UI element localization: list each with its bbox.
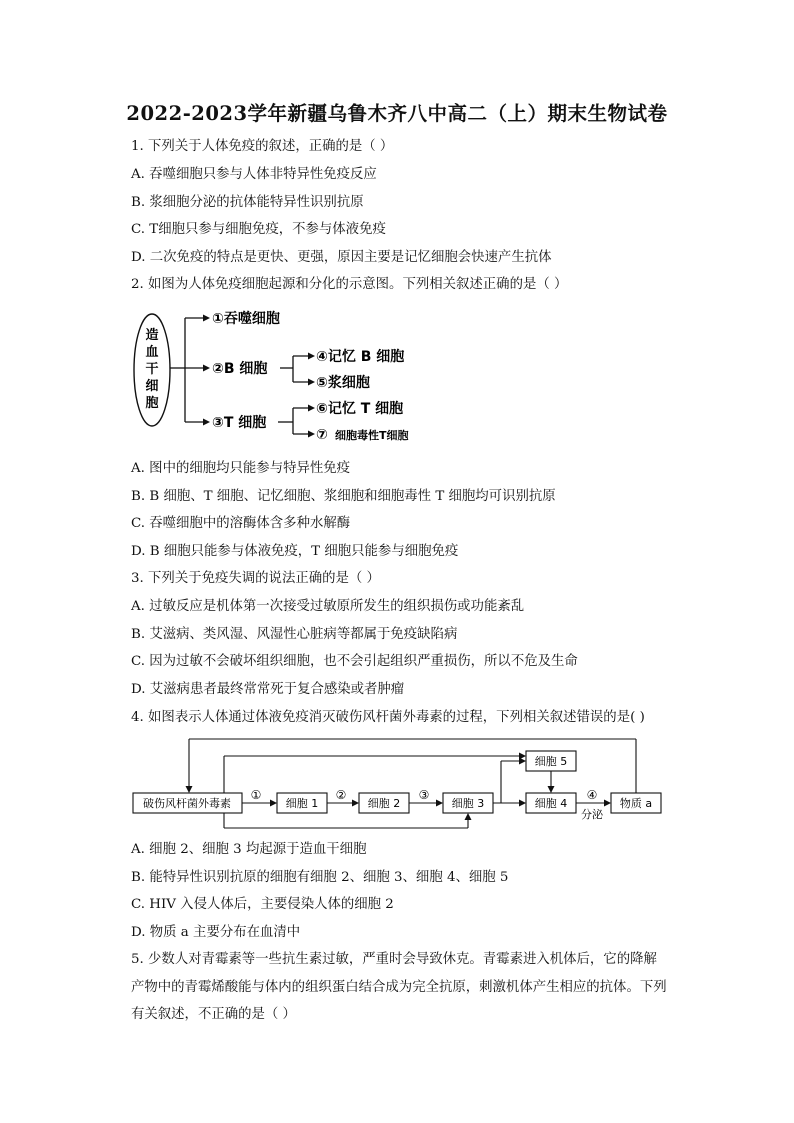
- stem-cell-char-3: 干: [145, 362, 159, 377]
- question-2-option-d: D. B 细胞只能参与体液免疫，T 细胞只能参与细胞免疫: [131, 544, 459, 559]
- node-t-cell: ③T 细胞: [212, 415, 267, 431]
- question-2-option-c: C. 吞噬细胞中的溶酶体含多种水解酶: [131, 516, 351, 531]
- question-3-option-a: A. 过敏反应是机体第一次接受过敏原所发生的组织损伤或功能紊乱: [131, 599, 525, 614]
- question-4-option-c: C. HIV 入侵人体后，主要侵染人体的细胞 2: [131, 897, 394, 912]
- question-4-option-a: A. 细胞 2、细胞 3 均起源于造血干细胞: [131, 842, 367, 857]
- question-1-option-b: B. 浆细胞分泌的抗体能特异性识别抗原: [131, 195, 364, 210]
- question-1-option-c: C. T细胞只参与细胞免疫，不参与体液免疫: [131, 222, 386, 237]
- step-3-label: ③: [418, 788, 430, 802]
- secrete-label: 分泌: [581, 808, 603, 821]
- question-3-option-c: C. 因为过敏不会破坏组织细胞，也不会引起组织严重损伤，所以不危及生命: [131, 654, 578, 669]
- stem-cell-char-4: 细: [145, 379, 159, 394]
- step-1-label: ①: [250, 788, 262, 802]
- question-4-option-d: D. 物质 a 主要分布在血清中: [131, 925, 301, 940]
- stem-cell-char-1: 造: [145, 328, 159, 343]
- question-2-option-a: A. 图中的细胞均只能参与特异性免疫: [131, 461, 351, 476]
- node-b-cell: ②B 细胞: [212, 361, 268, 377]
- question-5-line-3: 有关叙述，不正确的是（ ）: [131, 1007, 296, 1022]
- question-1-option-d: D. 二次免疫的特点是更快、更强，原因主要是记忆细胞会快速产生抗体: [131, 250, 552, 265]
- node-memory-b-cell: ④记忆 B 细胞: [316, 349, 405, 365]
- question-3-option-b: B. 艾滋病、类风湿、风湿性心脏病等都属于免疫缺陷病: [131, 627, 458, 642]
- node-phagocyte: ①吞噬细胞: [212, 311, 280, 327]
- question-3-option-d: D. 艾滋病患者最终常常死于复合感染或者肿瘤: [131, 682, 405, 697]
- question-1-stem: 1. 下列关于人体免疫的叙述，正确的是（ ）: [131, 139, 394, 154]
- step-4-label: ④: [586, 788, 598, 802]
- question-2-option-b: B. B 细胞、T 细胞、记忆细胞、浆细胞和细胞毒性 T 细胞均可识别抗原: [131, 489, 556, 504]
- humoral-immunity-diagram: [126, 732, 676, 836]
- immune-cell-origin-diagram: [128, 300, 438, 450]
- node-cytotoxic-t-cell: 细胞毒性T细胞: [335, 429, 409, 442]
- stem-cell-char-5: 胞: [145, 396, 159, 411]
- question-1-option-a: A. 吞噬细胞只参与人体非特异性免疫反应: [131, 167, 377, 182]
- question-4-stem: 4. 如图表示人体通过体液免疫消灭破伤风杆菌外毒素的过程，下列相关叙述错误的是( ): [131, 710, 645, 725]
- question-5-line-2: 产物中的青霉烯酸能与体内的组织蛋白结合成为完全抗原，刺激机体产生相应的抗体。下列: [131, 980, 667, 995]
- step-2-label: ②: [335, 788, 347, 802]
- substance-a-label: 物质 a: [619, 797, 653, 810]
- cell5-label: 细胞 5: [534, 755, 568, 768]
- cell1-label: 细胞 1: [285, 797, 319, 810]
- toxin-label: 破伤风杆菌外毒素: [143, 797, 231, 810]
- cell2-label: 细胞 2: [367, 797, 401, 810]
- question-5-line-1: 5. 少数人对青霉素等一些抗生素过敏，严重时会导致休克。青霉素进入机体后，它的降解: [131, 952, 657, 967]
- node-plasma-cell: ⑤浆细胞: [316, 375, 370, 391]
- cell4-label: 细胞 4: [534, 797, 568, 810]
- node-7-number: ⑦: [316, 427, 328, 443]
- stem-cell-char-2: 血: [145, 345, 159, 360]
- question-4-option-b: B. 能特异性识别抗原的细胞有细胞 2、细胞 3、细胞 4、细胞 5: [131, 870, 509, 885]
- question-3-stem: 3. 下列关于免疫失调的说法正确的是（ ）: [131, 571, 380, 586]
- page-title: 2022-2023学年新疆乌鲁木齐八中高二（上）期末生物试卷: [126, 102, 668, 125]
- node-memory-t-cell: ⑥记忆 T 细胞: [316, 401, 404, 417]
- question-2-stem: 2. 如图为人体免疫细胞起源和分化的示意图。下列相关叙述正确的是（ ）: [131, 277, 568, 292]
- cell3-label: 细胞 3: [451, 797, 485, 810]
